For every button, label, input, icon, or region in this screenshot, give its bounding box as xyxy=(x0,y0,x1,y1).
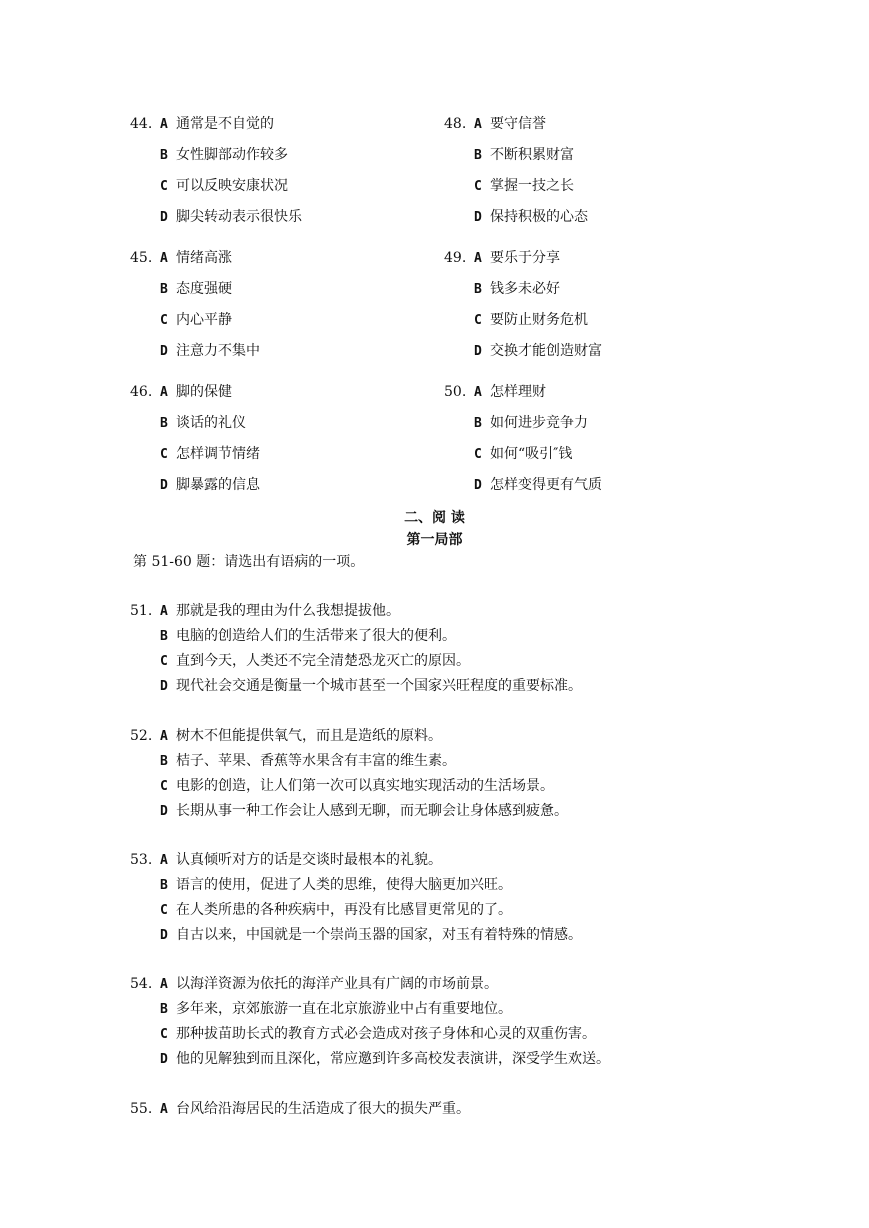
option-letter: B xyxy=(160,754,168,769)
option-row xyxy=(130,1049,610,1069)
option-row xyxy=(444,310,588,330)
option-letter: B xyxy=(474,282,482,297)
option-text: 树木不但能提供氧气，而且是造纸的原料。 xyxy=(176,728,442,744)
option-row xyxy=(130,341,260,361)
option-letter: D xyxy=(474,210,482,225)
option-text: 通常是不自觉的 xyxy=(176,116,274,132)
question-number: 51. xyxy=(130,603,153,619)
option-letter: C xyxy=(160,779,168,794)
option-text: 不断积累财富 xyxy=(490,147,574,163)
option-letter: B xyxy=(474,148,482,163)
option-row xyxy=(444,114,546,134)
option-letter: A xyxy=(160,977,168,992)
option-row xyxy=(130,751,456,771)
option-text: 保持积极的心态 xyxy=(490,209,588,225)
option-letter: D xyxy=(160,344,168,359)
option-letter: B xyxy=(160,1002,168,1017)
option-text: 如何进步竞争力 xyxy=(490,415,588,431)
option-text: 桔子、苹果、香蕉等水果含有丰富的维生素。 xyxy=(176,753,456,769)
option-letter: A xyxy=(474,385,482,400)
option-row xyxy=(130,248,232,268)
option-row xyxy=(130,626,456,646)
option-text: 在人类所患的各种疾病中，再没有比感冒更常见的了。 xyxy=(176,902,512,918)
option-text: 语言的使用，促进了人类的思维，使得大脑更加兴旺。 xyxy=(176,877,512,893)
question-number: 52. xyxy=(130,728,153,744)
option-letter: A xyxy=(474,117,482,132)
option-row xyxy=(130,601,400,621)
option-row xyxy=(130,114,274,134)
option-row xyxy=(130,279,232,299)
option-text: 女性脚部动作较多 xyxy=(176,147,288,163)
option-text: 那就是我的理由为什么我想提拔他。 xyxy=(176,603,400,619)
question-number: 49. xyxy=(444,250,467,266)
option-row xyxy=(130,726,442,746)
option-row xyxy=(130,1024,596,1044)
option-text: 谈话的礼仪 xyxy=(176,415,246,431)
option-row xyxy=(130,925,582,945)
option-letter: B xyxy=(160,629,168,644)
option-text: 要防止财务危机 xyxy=(490,312,588,328)
option-row xyxy=(444,207,588,227)
option-text: 他的见解独到而且深化，常应邀到许多高校发表演讲，深受学生欢送。 xyxy=(176,1051,610,1067)
option-text: 认真倾听对方的话是交谈时最根本的礼貌。 xyxy=(176,852,442,868)
option-row xyxy=(130,382,232,402)
option-letter: A xyxy=(160,385,168,400)
option-text: 长期从事一种工作会让人感到无聊，而无聊会让身体感到疲惫。 xyxy=(176,803,568,819)
option-row xyxy=(130,1099,470,1119)
option-text: 掌握一技之长 xyxy=(490,178,574,194)
option-row xyxy=(444,444,572,464)
option-letter: A xyxy=(160,251,168,266)
option-letter: D xyxy=(160,679,168,694)
question-number: 45. xyxy=(130,250,153,266)
option-letter: C xyxy=(160,903,168,918)
option-text: 台风给沿海居民的生活造成了很大的损失严重。 xyxy=(176,1101,470,1117)
question-number: 44. xyxy=(130,116,153,132)
option-letter: D xyxy=(474,344,482,359)
option-row xyxy=(130,776,554,796)
option-row xyxy=(130,413,246,433)
option-text: 那种拔苗助长式的教育方式必会造成对孩子身体和心灵的双重伤害。 xyxy=(176,1026,596,1042)
option-letter: D xyxy=(160,210,168,225)
option-letter: C xyxy=(474,313,482,328)
option-text: 脚尖转动表示很快乐 xyxy=(176,209,302,225)
question-number: 54. xyxy=(130,976,153,992)
option-row xyxy=(130,444,260,464)
option-letter: B xyxy=(160,148,168,163)
option-text: 情绪高涨 xyxy=(176,250,232,266)
option-row xyxy=(444,341,602,361)
option-text: 脚暴露的信息 xyxy=(176,477,260,493)
option-row xyxy=(130,999,512,1019)
question-number: 53. xyxy=(130,852,153,868)
option-text: 多年来，京郊旅游一直在北京旅游业中占有重要地位。 xyxy=(176,1001,512,1017)
option-text: 如何“吸引″钱 xyxy=(490,446,573,462)
option-letter: A xyxy=(474,251,482,266)
option-letter: D xyxy=(474,478,482,493)
option-letter: A xyxy=(160,117,168,132)
option-text: 要乐于分享 xyxy=(490,250,560,266)
option-letter: D xyxy=(160,478,168,493)
option-text: 交换才能创造财富 xyxy=(490,343,602,359)
option-row xyxy=(130,207,302,227)
option-text: 内心平静 xyxy=(176,312,232,328)
option-text: 以海洋资源为依托的海洋产业具有广阔的市场前景。 xyxy=(176,976,498,992)
option-letter: D xyxy=(160,928,168,943)
option-letter: D xyxy=(160,1052,168,1067)
option-text: 电脑的创造给人们的生活带来了很大的便利。 xyxy=(176,628,456,644)
instructions: 第 51-60 题：请选出有语病的一项。 xyxy=(133,554,365,570)
option-text: 怎样调节情绪 xyxy=(176,446,260,462)
option-text: 要守信誉 xyxy=(490,116,546,132)
option-text: 现代社会交通是衡量一个城市甚至一个国家兴旺程度的重要标准。 xyxy=(176,678,582,694)
section-title: 二、阅 读 xyxy=(404,510,465,526)
option-letter: A xyxy=(160,604,168,619)
option-row xyxy=(444,279,560,299)
question-number: 48. xyxy=(444,116,467,132)
option-row xyxy=(130,875,512,895)
option-row xyxy=(130,145,288,165)
question-number: 46. xyxy=(130,384,153,400)
option-text: 注意力不集中 xyxy=(176,343,260,359)
option-text: 脚的保健 xyxy=(176,384,232,400)
option-letter: C xyxy=(160,654,168,669)
option-letter: C xyxy=(160,1027,168,1042)
option-row xyxy=(444,382,546,402)
option-letter: C xyxy=(474,447,482,462)
option-letter: A xyxy=(160,853,168,868)
option-row xyxy=(130,176,288,196)
option-text: 电影的创造，让人们第一次可以真实地实现活动的生活场景。 xyxy=(176,778,554,794)
question-number: 50. xyxy=(444,384,467,400)
option-text: 钱多未必好 xyxy=(490,281,560,297)
option-letter: D xyxy=(160,804,168,819)
option-letter: C xyxy=(160,447,168,462)
question-number: 55. xyxy=(130,1101,153,1117)
option-letter: C xyxy=(160,179,168,194)
option-row xyxy=(130,850,442,870)
option-letter: B xyxy=(474,416,482,431)
option-row xyxy=(130,676,582,696)
option-row xyxy=(130,801,568,821)
option-letter: C xyxy=(474,179,482,194)
option-text: 怎样理财 xyxy=(490,384,546,400)
option-text: 怎样变得更有气质 xyxy=(490,477,602,493)
option-letter: A xyxy=(160,1102,168,1117)
option-row xyxy=(444,475,602,495)
option-row xyxy=(130,900,512,920)
option-letter: B xyxy=(160,282,168,297)
option-letter: B xyxy=(160,878,168,893)
option-letter: B xyxy=(160,416,168,431)
option-row xyxy=(130,310,232,330)
option-row xyxy=(444,176,574,196)
section-subtitle: 第一局部 xyxy=(406,532,463,548)
option-text: 自古以来，中国就是一个崇尚玉器的国家，对玉有着特殊的情感。 xyxy=(176,927,582,943)
option-text: 可以反映安康状况 xyxy=(176,178,288,194)
option-letter: A xyxy=(160,729,168,744)
option-letter: C xyxy=(160,313,168,328)
option-text: 直到今天，人类还不完全清楚恐龙灭亡的原因。 xyxy=(176,653,470,669)
option-row xyxy=(444,145,574,165)
option-text: 态度强硬 xyxy=(176,281,232,297)
option-row xyxy=(444,413,588,433)
option-row xyxy=(130,651,470,671)
option-row xyxy=(130,475,260,495)
option-row xyxy=(444,248,560,268)
option-row xyxy=(130,974,498,994)
